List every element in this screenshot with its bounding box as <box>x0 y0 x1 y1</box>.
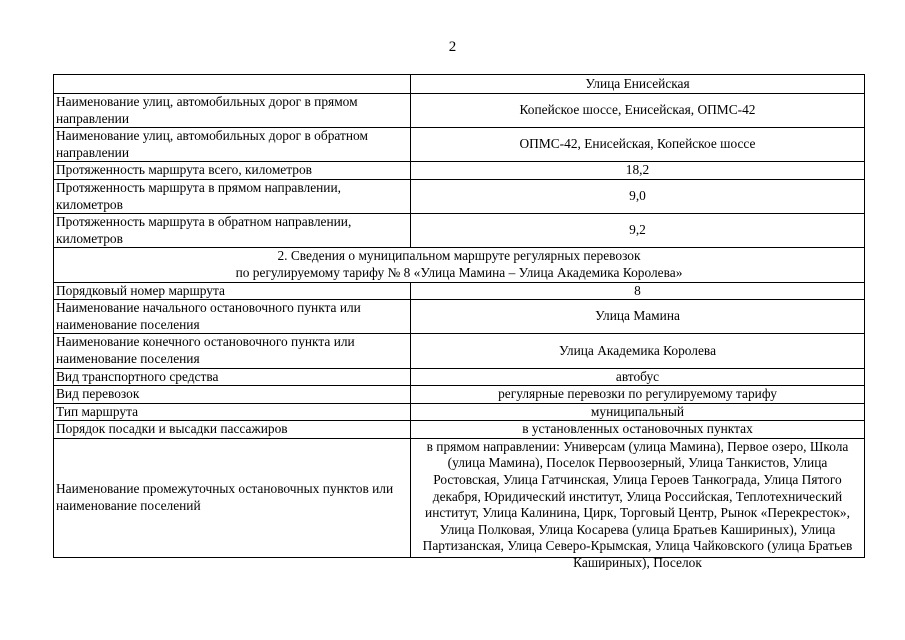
backward-streets-label: Наименование улиц, автомобильных дорог в обратном направлении <box>54 128 411 162</box>
table-row <box>54 75 865 94</box>
start-stop-label: Наименование начального остановочного пункта или наименование поселения <box>54 300 411 334</box>
row-label <box>54 75 411 94</box>
boarding-order-label: Порядок посадки и высадки пассажиров <box>54 421 411 439</box>
route-number-label: Порядковый номер маршрута <box>54 282 411 300</box>
table-row <box>54 421 865 439</box>
vehicle-type-label: Вид транспортного средства <box>54 368 411 386</box>
table-row <box>54 179 865 213</box>
intermediate-stops-value: в прямом направлении: Универсам (улица Мамина), Первое озеро, Школа (улица Мамина), Поселок Первоозерный, Улица Танкистов, Улица Ростовская, Улица Гатчинская, Улица Героев Танкограда, Улица Пятого декабря, Юридический институт, Улица Российская, Теплотехнический институт, Улица Калинина, Цирк, Торговый Центр, Рынок «Перекресток», Улица Полковая, Улица Косарева (улица Братьев Кашириных), Улица Партизанская, Улица Северо-Крымская, Улица Чайковского (улица Братьев Кашириных), Поселок <box>422 438 853 571</box>
route-info-table <box>53 74 865 571</box>
page-number: 2 <box>448 39 457 55</box>
total-length-label: Протяженность маршрута всего, километров <box>54 162 411 180</box>
route-type-label: Тип маршрута <box>54 403 411 421</box>
table-row <box>54 334 865 368</box>
end-stop-name-value: Улица Академика Королева <box>411 334 865 368</box>
section-heading-line1: 2. Сведения о муниципальном маршруте регулярных перевозок <box>277 248 641 264</box>
start-stop-value: Улица Мамина <box>411 300 865 334</box>
table-row <box>54 438 865 557</box>
table-row <box>54 282 865 300</box>
intermediate-stops-label: Наименование промежуточных остановочных пунктов или наименование поселений <box>54 438 411 557</box>
backward-length-label: Протяженность маршрута в обратном направлении, километров <box>54 214 411 248</box>
forward-streets-value: Копейское шоссе, Енисейская, ОПМС-42 <box>411 94 865 128</box>
section-heading <box>54 248 865 282</box>
table-row <box>54 403 865 421</box>
forward-length-value: 9,0 <box>411 179 865 213</box>
end-stop-label: Наименование конечного остановочного пункта или наименование поселения <box>54 334 411 368</box>
intermediate-stops-cell <box>411 438 865 571</box>
table-row <box>54 368 865 386</box>
table-row <box>54 386 865 404</box>
end-stop-value: Улица Енисейская <box>411 75 865 94</box>
forward-streets-label: Наименование улиц, автомобильных дорог в прямом направлении <box>54 94 411 128</box>
forward-length-label: Протяженность маршрута в прямом направлении, километров <box>54 179 411 213</box>
route-type-value: муниципальный <box>411 403 865 421</box>
vehicle-type-value: автобус <box>411 368 865 386</box>
section-heading-row <box>54 248 865 282</box>
table-row <box>54 300 865 334</box>
table-row <box>54 162 865 180</box>
backward-length-value: 9,2 <box>411 214 865 248</box>
total-length-value: 18,2 <box>411 162 865 180</box>
backward-streets-value: ОПМС-42, Енисейская, Копейское шоссе <box>411 128 865 162</box>
transport-kind-label: Вид перевозок <box>54 386 411 404</box>
table-row <box>54 94 865 128</box>
boarding-order-value: в установленных остановочных пунктах <box>411 421 865 439</box>
transport-kind-value: регулярные перевозки по регулируемому тарифу <box>411 386 865 404</box>
table-row <box>54 214 865 248</box>
table-row <box>54 128 865 162</box>
route-number-value: 8 <box>411 282 865 300</box>
section-heading-line2: по регулируемому тарифу № 8 «Улица Мамина – Улица Академика Королева» <box>235 264 683 280</box>
